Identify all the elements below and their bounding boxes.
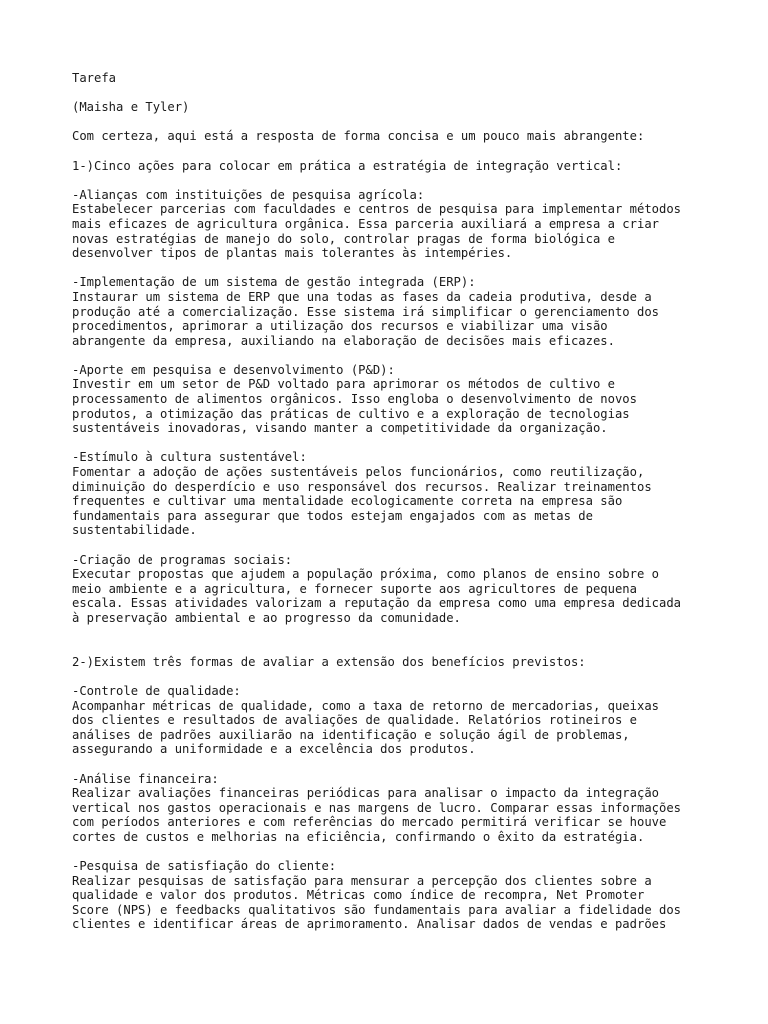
item-line: Investir em um setor de P&D voltado para aprimorar os métodos de cultivo e bbox=[72, 377, 615, 392]
item-line: qualidade e valor dos produtos. Métricas como índice de recompra, Net Promoter bbox=[72, 888, 645, 903]
item-line: assegurando a uniformidade e a excelência dos produtos. bbox=[72, 742, 476, 757]
item-heading: -Controle de qualidade: bbox=[72, 683, 241, 698]
item-line: à preservação ambiental e ao progresso da comunidade. bbox=[72, 610, 461, 625]
item-line: Realizar pesquisas de satisfação para mensurar a percepção dos clientes sobre a bbox=[72, 873, 652, 888]
item-line: meio ambiente e a agricultura, e fornecer suporte aos agricultores de pequena bbox=[72, 581, 637, 596]
section-1-item-5 bbox=[72, 553, 712, 626]
item-line: novas estratégias de manejo do solo, controlar pragas de forma biológica e bbox=[72, 231, 615, 246]
section-1-item-3 bbox=[72, 363, 712, 436]
item-line: Realizar avaliações financeiras periódicas para analisar o impacto da integração bbox=[72, 786, 659, 801]
item-line: processamento de alimentos orgânicos. Isso engloba o desenvolvimento de novos bbox=[72, 392, 637, 407]
item-line: clientes e identificar áreas de aprimoramento. Analisar dados de vendas e padrões bbox=[72, 917, 667, 932]
item-heading: -Aporte em pesquisa e desenvolvimento (P&D): bbox=[72, 362, 395, 377]
item-line: procedimentos, aprimorar a utilização dos recursos e viabilizar uma visão bbox=[72, 319, 608, 334]
section-2-item-3 bbox=[72, 859, 712, 932]
section-2-item-1 bbox=[72, 684, 712, 757]
item-heading: -Criação de programas sociais: bbox=[72, 552, 293, 567]
item-heading: -Pesquisa de satisfiação do cliente: bbox=[72, 859, 337, 874]
item-heading: -Implementação de um sistema de gestão integrada (ERP): bbox=[72, 275, 476, 290]
item-line: Executar propostas que ajudem a população próxima, como planos de ensino sobre o bbox=[72, 567, 659, 582]
item-line: produção até a comercialização. Esse sistema irá simplificar o gerenciamento dos bbox=[72, 304, 659, 319]
item-line: escala. Essas atividades valorizam a reputação da empresa como uma empresa dedicada bbox=[72, 596, 682, 611]
section-2-item-2 bbox=[72, 772, 712, 845]
document-page bbox=[72, 71, 712, 932]
item-line: Fomentar a adoção de ações sustentáveis pelos funcionários, como reutilização, bbox=[72, 465, 645, 480]
item-line: sustentabilidade. bbox=[72, 523, 197, 538]
item-line: Acompanhar métricas de qualidade, como a taxa de retorno de mercadorias, queixas bbox=[72, 698, 659, 713]
item-heading: -Análise financeira: bbox=[72, 771, 219, 786]
item-line: Estabelecer parcerias com faculdades e centros de pesquisa para implementar métodos bbox=[72, 202, 682, 217]
item-line: Instaurar um sistema de ERP que una todas as fases da cadeia produtiva, desde a bbox=[72, 289, 652, 304]
item-line: frequentes e cultivar uma mentalidade ecologicamente correta na empresa são bbox=[72, 494, 623, 509]
document-intro: Com certeza, aqui está a resposta de forma concisa e um pouco mais abrangente: bbox=[72, 129, 645, 144]
item-line: mais eficazes de agricultura orgânica. Essa parceria auxiliará a empresa a criar bbox=[72, 216, 659, 231]
item-line: sustentáveis inovadoras, visando manter a competitividade da organização. bbox=[72, 421, 608, 436]
item-line: dos clientes e resultados de avaliações de qualidade. Relatórios rotineiros e bbox=[72, 713, 637, 728]
document-authors: (Maisha e Tyler) bbox=[72, 100, 190, 115]
section-1-item-4 bbox=[72, 450, 712, 538]
section-1-heading: 1-)Cinco ações para colocar em prática a estratégia de integração vertical: bbox=[72, 158, 623, 173]
document-title: Tarefa bbox=[72, 71, 117, 85]
item-heading: -Estímulo à cultura sustentável: bbox=[72, 450, 307, 465]
item-line: análises de padrões auxiliarão na identificação e solução ágil de problemas, bbox=[72, 727, 630, 742]
section-2-heading: 2-)Existem três formas de avaliar a extensão dos benefícios previstos: bbox=[72, 654, 586, 669]
item-line: cortes de custos e melhorias na eficiência, confirmando o êxito da estratégia. bbox=[72, 829, 645, 844]
section-1 bbox=[72, 159, 712, 626]
item-line: abrangente da empresa, auxiliando na elaboração de decisões mais eficazes. bbox=[72, 333, 615, 348]
item-heading: -Alianças com instituições de pesquisa agrícola: bbox=[72, 187, 425, 202]
item-line: vertical nos gastos operacionais e nas margens de lucro. Comparar essas informações bbox=[72, 800, 682, 815]
item-line: desenvolver tipos de plantas mais tolerantes às intempéries. bbox=[72, 246, 513, 261]
section-1-item-1 bbox=[72, 188, 712, 261]
item-line: fundamentais para assegurar que todos estejam engajados com as metas de bbox=[72, 508, 593, 523]
item-line: com períodos anteriores e com referências do mercado permitirá verificar se houve bbox=[72, 815, 667, 830]
item-line: diminuição do desperdício e uso responsável dos recursos. Realizar treinamentos bbox=[72, 479, 652, 494]
section-1-item-2 bbox=[72, 275, 712, 348]
item-line: produtos, a otimização das práticas de cultivo e a exploração de tecnologias bbox=[72, 406, 630, 421]
item-line: Score (NPS) e feedbacks qualitativos são fundamentais para avaliar a fidelidade dos bbox=[72, 902, 682, 917]
section-2 bbox=[72, 655, 712, 932]
